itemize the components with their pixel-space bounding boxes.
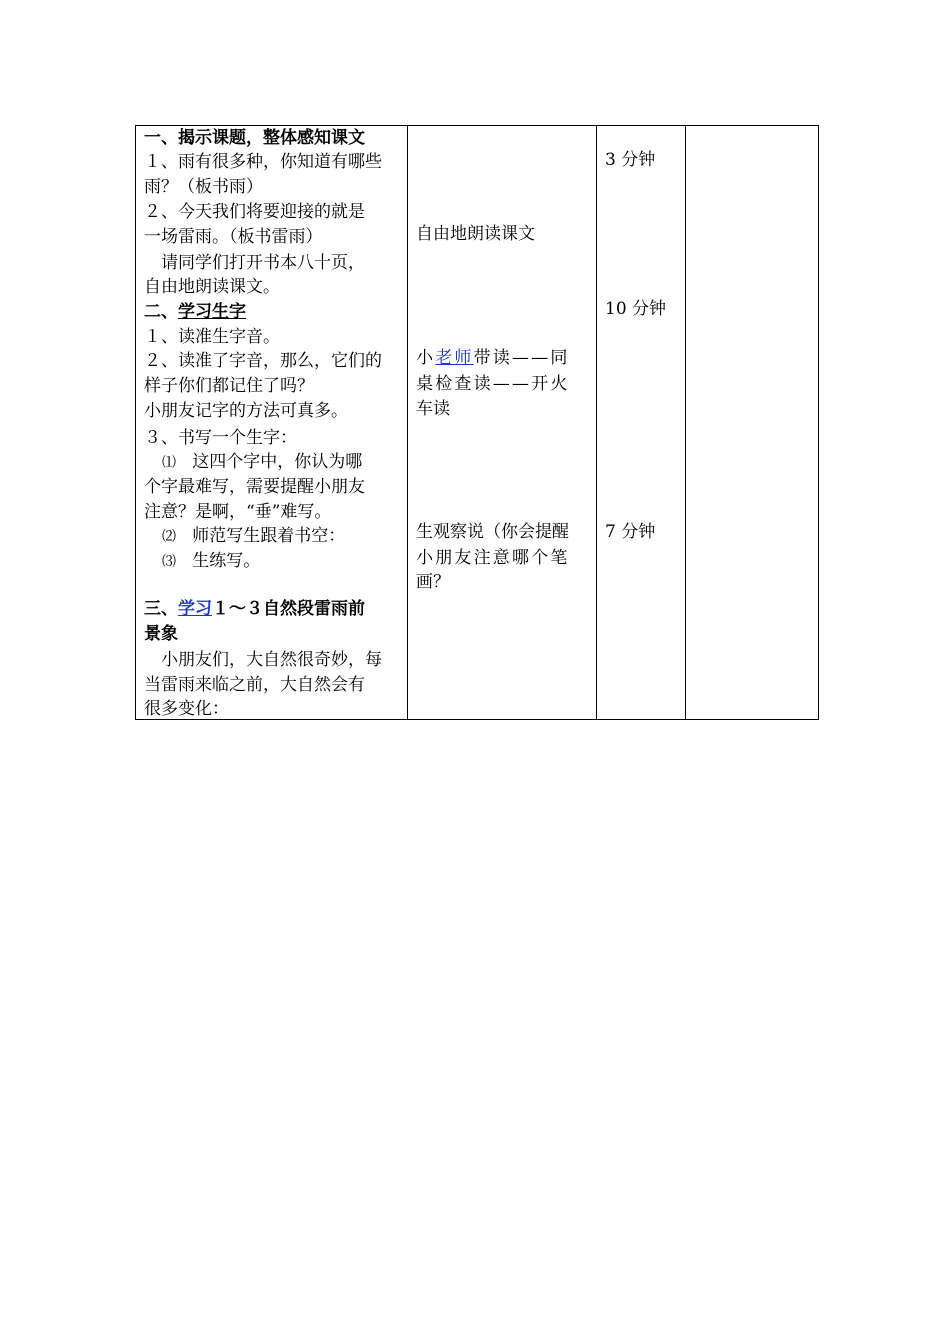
item-number: ⑴ (162, 455, 176, 471)
text-line: 很多变化： (144, 699, 229, 719)
activity-line (416, 346, 570, 370)
text-line: １、读准生字音。 (144, 327, 280, 347)
text-line: 当雷雨来临之前，大自然会有 (144, 675, 365, 695)
section-1-heading: 一、揭示课题，整体感知课文 (144, 128, 365, 148)
time-column (597, 126, 686, 719)
section-2-title: 学习生字 (178, 302, 246, 322)
text-line: 样子你们都记住了吗？ (144, 376, 314, 396)
section-3-prefix: 三、 (144, 599, 178, 619)
lesson-plan-table (135, 125, 819, 720)
activity-line: 自由地朗读课文 (416, 224, 535, 244)
activity-text: 小 (416, 348, 436, 368)
section-2-prefix: 二、 (144, 302, 178, 322)
text-line: 个字最难写，需要提醒小朋友 (144, 477, 365, 497)
numbered-item-3 (162, 549, 260, 574)
numbered-item-2 (162, 524, 345, 549)
item-number: ⑶ (162, 554, 176, 570)
teaching-content-column (136, 126, 408, 719)
text-line: １、雨有很多种，你知道有哪些 (144, 152, 382, 172)
time-label: 3 分钟 (605, 150, 656, 170)
activity-line: 桌检查读——开火 (416, 374, 570, 394)
text-line: ２、今天我们将要迎接的就是 (144, 202, 365, 222)
activity-text: 带读——同 (473, 348, 570, 368)
notes-column (686, 126, 818, 719)
text-line: ３、书写一个生字： (144, 428, 297, 448)
time-label: 7 分钟 (605, 522, 656, 542)
text-line: 注意？是啊，“垂”难写。 (144, 502, 332, 522)
time-label: 10 分钟 (605, 299, 667, 319)
text-line: ２、读准了字音，那么，它们的 (144, 351, 382, 371)
section-3-title: １～３自然段雷雨前 (212, 599, 365, 619)
item-number: ⑵ (162, 529, 176, 545)
text-line: 自由地朗读课文。 (144, 277, 280, 297)
section-2-heading (144, 300, 246, 324)
numbered-item-1 (162, 450, 362, 475)
section-3-heading (144, 597, 365, 621)
item-text: 生练写。 (192, 551, 261, 571)
activity-line: 车读 (416, 399, 450, 419)
teacher-link[interactable]: 老师 (435, 348, 474, 368)
text-line: 雨？（板书雨） (144, 177, 263, 197)
text-line: 一场雷雨。（板书雷雨） (144, 227, 323, 247)
item-text: 师范写生跟着书空： (192, 526, 346, 546)
student-activity-column (408, 126, 597, 719)
text-line: 小朋友们，大自然很奇妙，每 (144, 650, 382, 670)
section-3-link[interactable]: 学习 (178, 599, 212, 619)
activity-line: 小朋友注意哪个笔 (416, 548, 570, 568)
activity-line: 生观察说（你会提醒 (416, 522, 569, 542)
section-3-heading-cont: 景象 (144, 624, 178, 644)
item-text: 这四个字中，你认为哪 (192, 452, 363, 472)
text-line: 请同学们打开书本八十页， (144, 253, 365, 273)
text-line: 小朋友记字的方法可真多。 (144, 401, 348, 421)
activity-line: 画？ (416, 572, 450, 592)
